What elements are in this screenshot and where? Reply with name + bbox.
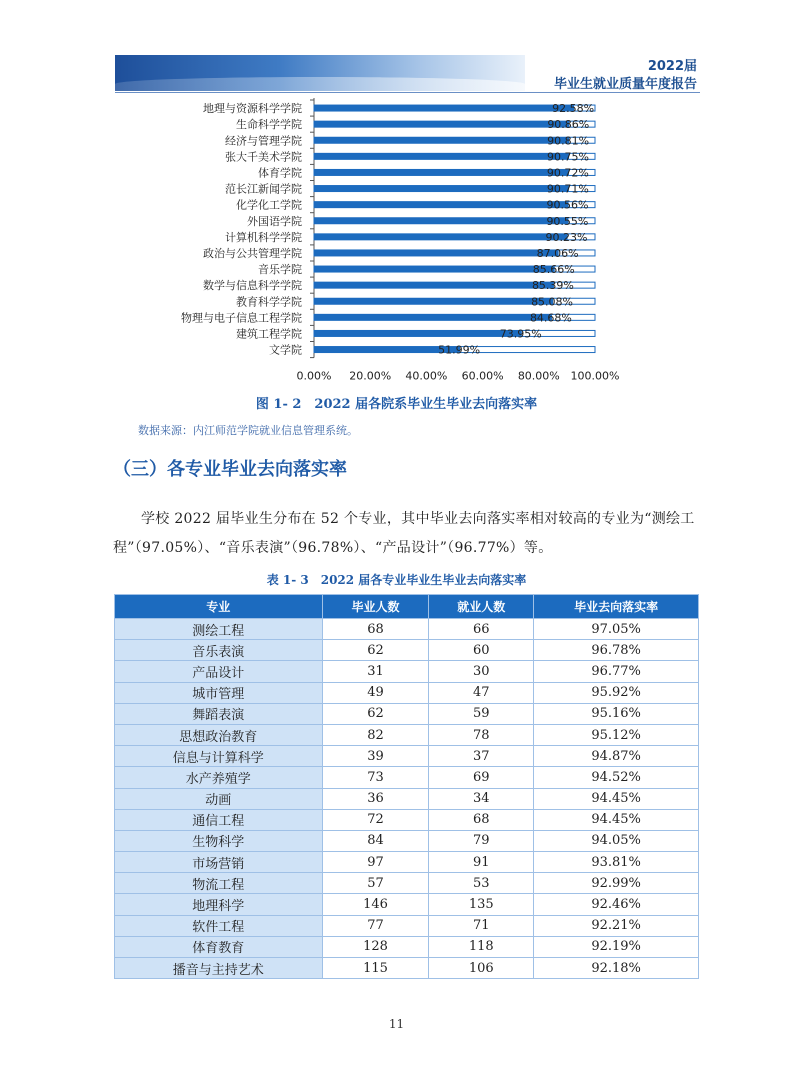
table-cell: 128 (322, 936, 429, 957)
category-label: 生命科学学院 (236, 118, 302, 132)
table-cell: 79 (429, 830, 534, 851)
value-label: 87.06% (536, 246, 579, 260)
table-cell: 82 (322, 724, 429, 745)
value-label: 73.95% (499, 327, 542, 341)
table-row (115, 830, 699, 851)
table-cell: 68 (429, 809, 534, 830)
value-label: 90.86% (547, 118, 590, 132)
table-header-cell: 毕业人数 (322, 595, 429, 619)
table-cell: 68 (322, 619, 429, 640)
value-label: 90.55% (546, 214, 589, 228)
x-tick-label: 20.00% (349, 369, 392, 383)
value-label: 90.81% (547, 134, 590, 148)
major-name-cell: 城市管理 (115, 682, 323, 703)
table-cell: 53 (429, 873, 534, 894)
table-cell: 59 (429, 703, 534, 724)
category-label: 文学院 (269, 343, 302, 357)
bar (314, 186, 569, 192)
major-name-cell: 水产养殖学 (115, 767, 323, 788)
bar (314, 298, 553, 304)
bar (314, 266, 555, 272)
bar (314, 330, 522, 336)
table-cell: 31 (322, 661, 429, 682)
bar (314, 105, 574, 111)
table-cell: 92.46% (534, 894, 699, 915)
table-row (115, 746, 699, 767)
category-label: 音乐学院 (258, 263, 302, 277)
table-row (115, 767, 699, 788)
table-cell: 60 (429, 640, 534, 661)
table-cell: 37 (429, 746, 534, 767)
major-name-cell: 物流工程 (115, 873, 323, 894)
major-name-cell: 播音与主持艺术 (115, 958, 323, 979)
table-cell: 118 (429, 936, 534, 957)
table-cell: 92.18% (534, 958, 699, 979)
table-body (115, 619, 699, 979)
table-cell: 115 (322, 958, 429, 979)
table-cell: 92.99% (534, 873, 699, 894)
table-cell: 95.12% (534, 724, 699, 745)
table-cell: 94.87% (534, 746, 699, 767)
section-title: （三）各专业毕业去向落实率 (113, 459, 347, 480)
table-row (115, 640, 699, 661)
bar (314, 121, 569, 127)
category-label: 经济与管理学院 (225, 134, 302, 148)
table-caption: 表 1- 3 2022 届各专业毕业生毕业去向落实率 (266, 573, 527, 587)
table-cell: 39 (322, 746, 429, 767)
table-row (115, 894, 699, 915)
table-cell: 92.21% (534, 915, 699, 936)
table-cell: 49 (322, 682, 429, 703)
bar (314, 218, 568, 224)
table-cell: 62 (322, 640, 429, 661)
value-label: 85.08% (531, 295, 574, 309)
value-label: 90.71% (546, 182, 589, 196)
major-name-cell: 体育教育 (115, 936, 323, 957)
category-label: 化学化工学院 (236, 198, 302, 212)
value-label: 90.23% (545, 230, 588, 244)
x-tick-label: 100.00% (570, 369, 620, 383)
major-name-cell: 通信工程 (115, 809, 323, 830)
value-label: 90.72% (546, 166, 589, 180)
table-row (115, 958, 699, 979)
table-cell: 94.45% (534, 788, 699, 809)
table-cell: 69 (429, 767, 534, 788)
table-cell: 97 (322, 852, 429, 873)
table-row (115, 619, 699, 640)
table-cell: 34 (429, 788, 534, 809)
bar (314, 153, 569, 159)
table-cell: 66 (429, 619, 534, 640)
table-cell: 146 (322, 894, 429, 915)
category-label: 地理与资源科学学院 (203, 102, 302, 116)
table-header-cell: 专业 (115, 595, 323, 619)
major-name-cell: 思想政治教育 (115, 724, 323, 745)
major-name-cell: 信息与计算科学 (115, 746, 323, 767)
figure-caption: 图 1- 2 2022 届各院系毕业生毕业去向落实率 (255, 397, 538, 412)
category-label: 物理与电子信息工程学院 (181, 311, 302, 325)
page-number: 11 (388, 1017, 405, 1031)
report-header (554, 58, 697, 94)
value-label: 85.39% (531, 279, 574, 293)
table-cell: 94.52% (534, 767, 699, 788)
category-label: 数学与信息科学学院 (203, 279, 302, 293)
table-cell: 135 (429, 894, 534, 915)
category-label: 外国语学院 (247, 214, 302, 228)
major-name-cell: 地理科学 (115, 894, 323, 915)
table-header-cell: 毕业去向落实率 (534, 595, 699, 619)
header-banner (115, 55, 525, 91)
table-cell: 30 (429, 661, 534, 682)
x-tick-label: 0.00% (296, 369, 332, 383)
category-label: 政治与公共管理学院 (203, 246, 302, 260)
bar (314, 314, 552, 320)
table-row (115, 915, 699, 936)
table-header-row (115, 595, 699, 619)
value-label: 85.66% (532, 263, 575, 277)
major-name-cell: 软件工程 (115, 915, 323, 936)
table-row (115, 661, 699, 682)
table-header-cell: 就业人数 (429, 595, 534, 619)
table-cell: 92.19% (534, 936, 699, 957)
table-cell: 57 (322, 873, 429, 894)
data-source-note: 数据来源：内江师范学院就业信息管理系统。 (138, 424, 358, 437)
bar (314, 234, 568, 240)
table-cell: 77 (322, 915, 429, 936)
table-row (115, 682, 699, 703)
bar (314, 250, 559, 256)
report-title: 毕业生就业质量年度报告 (553, 77, 697, 92)
table-cell: 106 (429, 958, 534, 979)
bar (314, 137, 569, 143)
x-tick-label: 60.00% (461, 369, 504, 383)
bar (314, 202, 568, 208)
table-row (115, 936, 699, 957)
major-name-cell: 动画 (115, 788, 323, 809)
category-label: 范长江新闻学院 (225, 182, 302, 196)
x-tick-label: 40.00% (405, 369, 448, 383)
header-divider (115, 92, 700, 93)
category-label: 教育科学学院 (236, 295, 302, 309)
value-label: 84.68% (529, 311, 572, 325)
table-row (115, 788, 699, 809)
value-label: 90.75% (547, 150, 589, 164)
major-name-cell: 市场营销 (115, 852, 323, 873)
major-rate-table (114, 594, 699, 979)
table-cell: 36 (322, 788, 429, 809)
section-paragraph: 学校 2022 届毕业生分布在 52 个专业，其中毕业去向落实率相对较高的专业为“测绘工程”（97.05%）、“音乐表演”（96.78%）、“产品设计”（96.77%）等。 (113, 511, 695, 556)
table-cell: 47 (429, 682, 534, 703)
table-row (115, 809, 699, 830)
table-row (115, 873, 699, 894)
table-cell: 78 (429, 724, 534, 745)
table-cell: 95.16% (534, 703, 699, 724)
table-cell: 96.78% (534, 640, 699, 661)
major-name-cell: 测绘工程 (115, 619, 323, 640)
major-name-cell: 舞蹈表演 (115, 703, 323, 724)
value-label: 92.58% (552, 102, 595, 116)
college-rate-bar-chart (0, 95, 793, 390)
table-cell: 96.77% (534, 661, 699, 682)
table-cell: 95.92% (534, 682, 699, 703)
bar (314, 169, 569, 175)
table-cell: 84 (322, 830, 429, 851)
major-name-cell: 生物科学 (115, 830, 323, 851)
table-cell: 94.45% (534, 809, 699, 830)
bar (314, 282, 554, 288)
table-cell: 62 (322, 703, 429, 724)
category-label: 张大千美术学院 (225, 150, 302, 164)
table-cell: 94.05% (534, 830, 699, 851)
table-cell: 97.05% (534, 619, 699, 640)
table-cell: 72 (322, 809, 429, 830)
table-cell: 71 (429, 915, 534, 936)
table-cell: 73 (322, 767, 429, 788)
category-label: 计算机科学学院 (225, 230, 302, 244)
category-label: 建筑工程学院 (236, 327, 302, 341)
table-row (115, 724, 699, 745)
x-tick-label: 80.00% (517, 369, 560, 383)
category-label: 体育学院 (258, 166, 302, 180)
value-label: 51.99% (438, 343, 481, 357)
table-cell: 93.81% (534, 852, 699, 873)
value-label: 90.56% (546, 198, 589, 212)
major-name-cell: 音乐表演 (115, 640, 323, 661)
table-row (115, 703, 699, 724)
table-cell: 91 (429, 852, 534, 873)
table-row (115, 852, 699, 873)
major-name-cell: 产品设计 (115, 661, 323, 682)
report-year: 2022届 (647, 59, 697, 74)
